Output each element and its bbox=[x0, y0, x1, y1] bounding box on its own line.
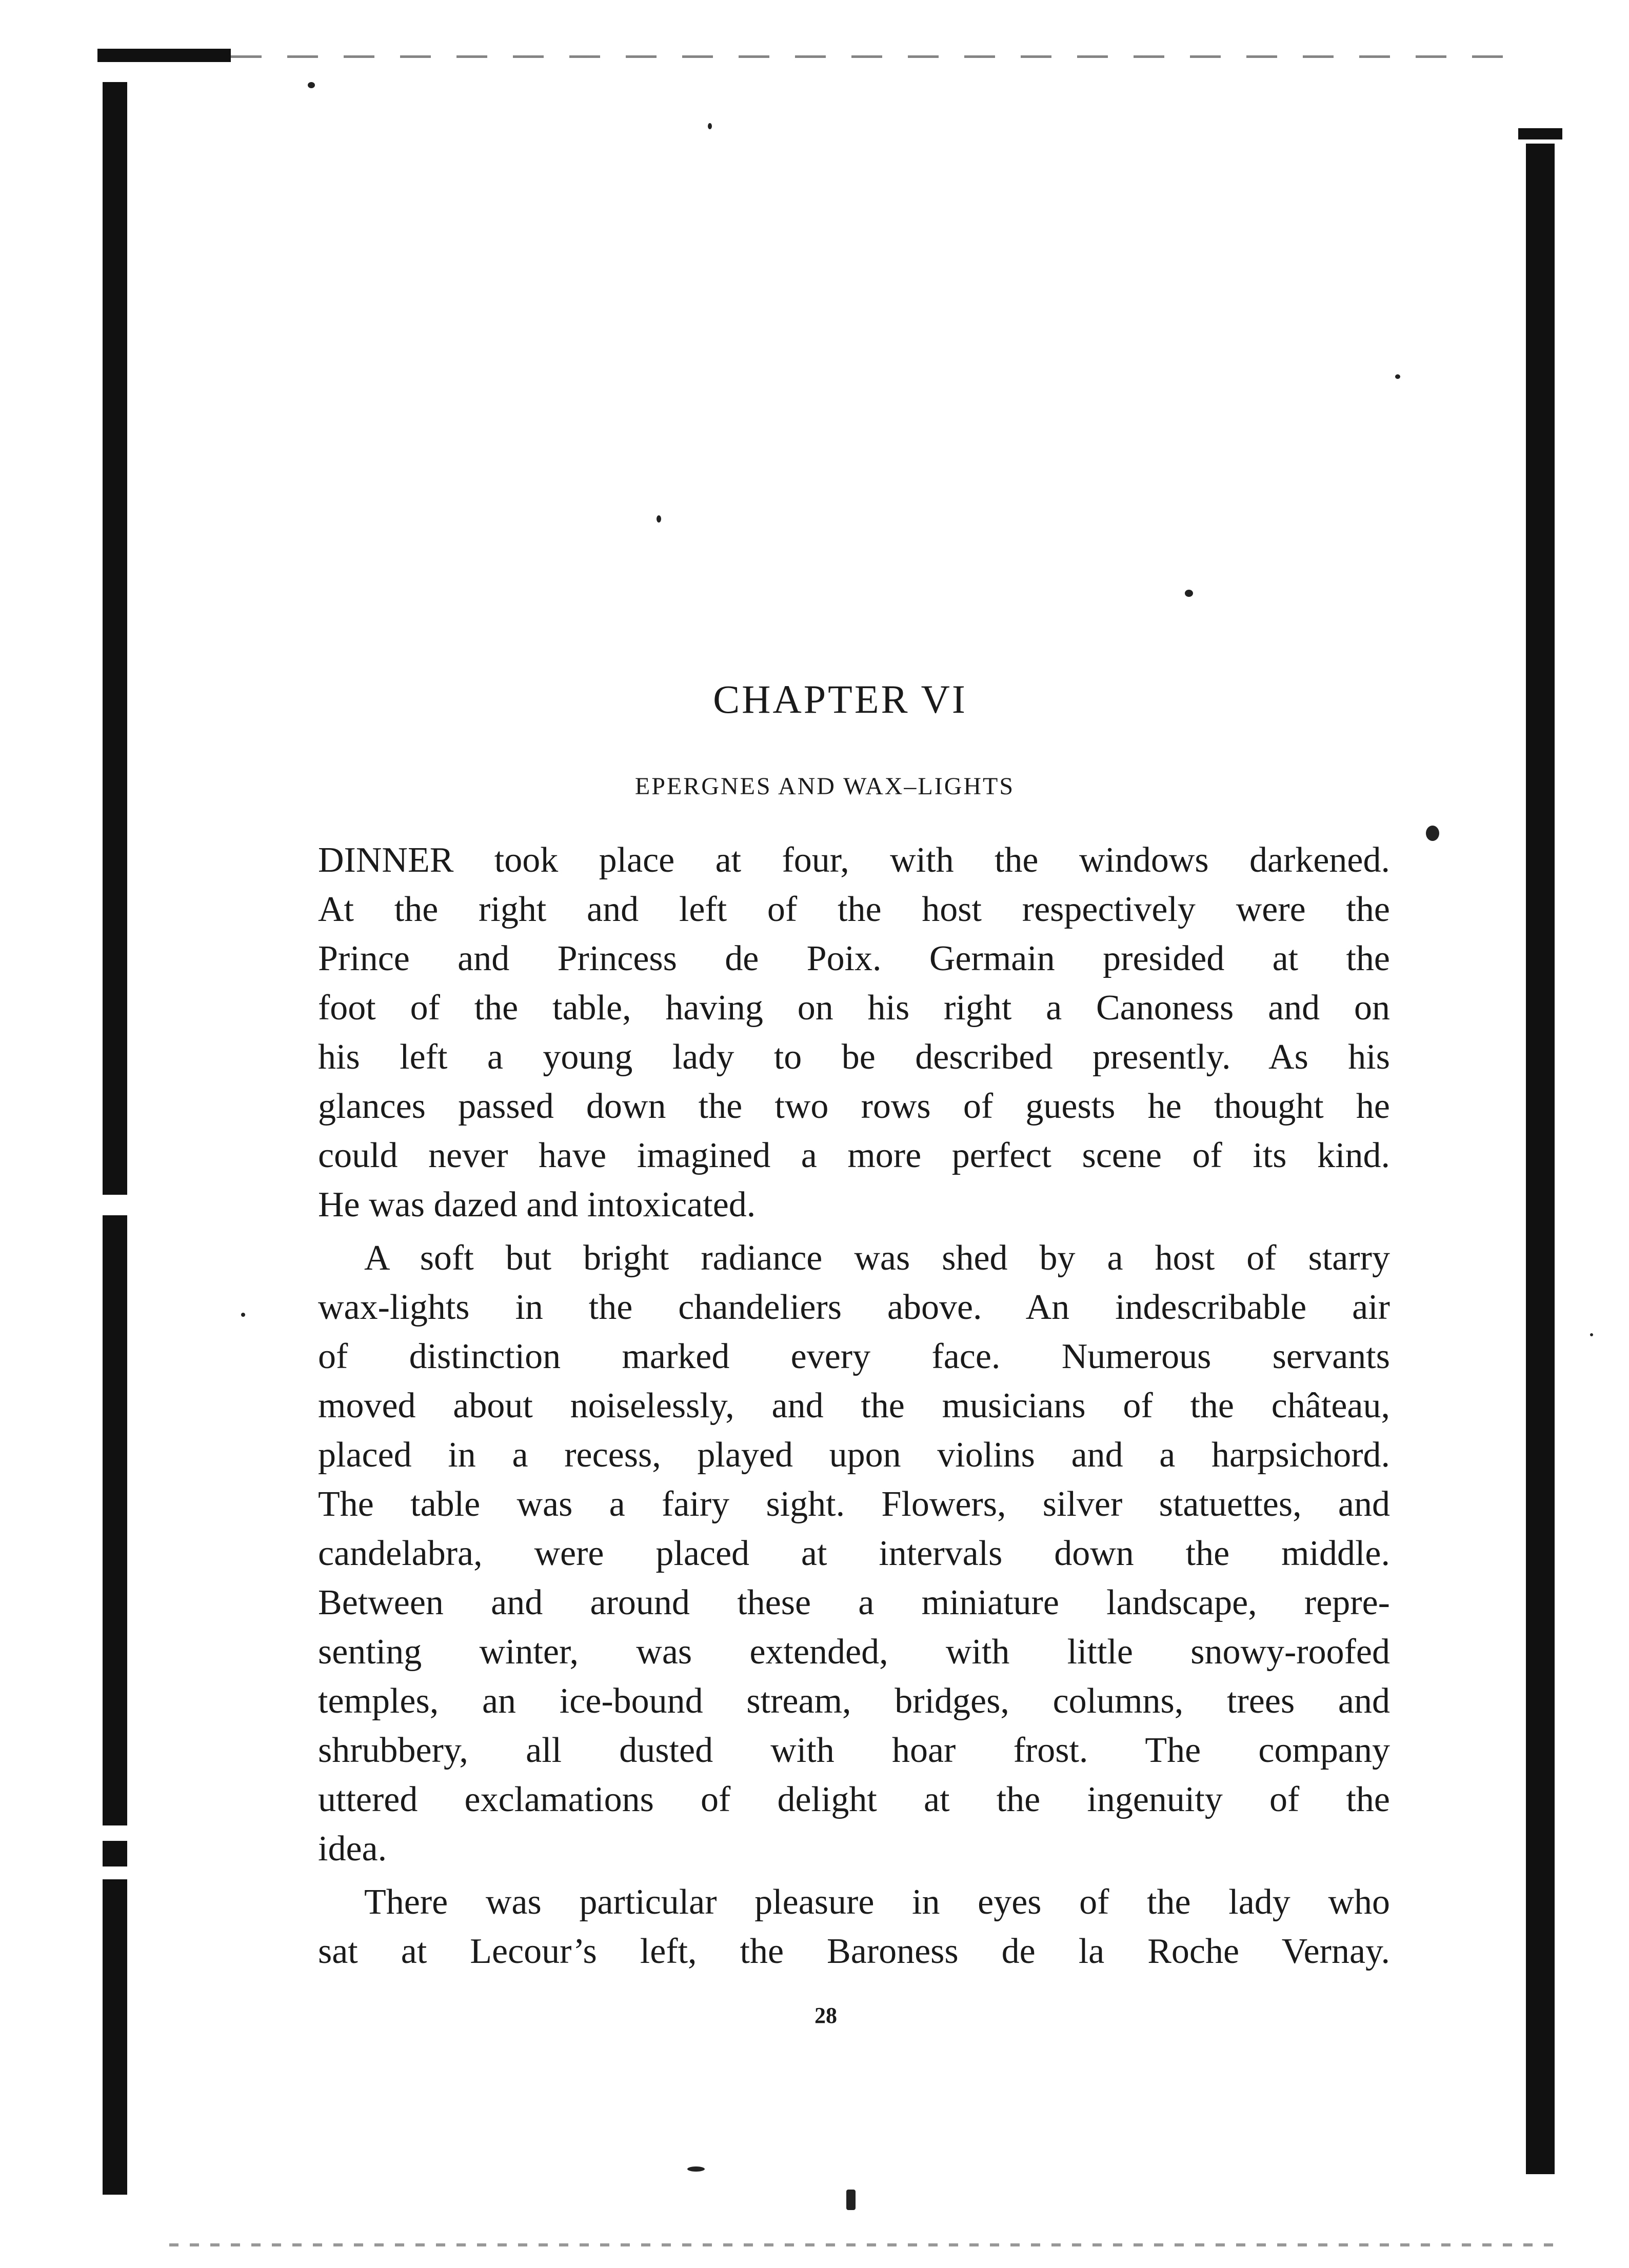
scan-edge-left-gap bbox=[103, 1866, 127, 1879]
text-line: his left a young lady to be described presently. As his bbox=[318, 1037, 1390, 1077]
dust-speck bbox=[1590, 1333, 1593, 1336]
text-line: He was dazed and intoxicated. bbox=[318, 1185, 756, 1225]
text-line: senting winter, was extended, with little snowy-roofed bbox=[318, 1632, 1390, 1672]
text-line: sat at Lecour’s left, the Baroness de la Roche Vernay. bbox=[318, 1932, 1390, 1971]
text-line: idea. bbox=[318, 1829, 387, 1869]
dust-speck bbox=[846, 2190, 856, 2210]
scan-edge-left-gap bbox=[103, 1825, 127, 1841]
scan-edge-right-cap bbox=[1518, 128, 1562, 139]
text-line: There was particular pleasure in eyes of the lady who bbox=[364, 1882, 1390, 1922]
dust-speck bbox=[1185, 590, 1193, 597]
text-line: of distinction marked every face. Numerous servants bbox=[318, 1337, 1390, 1376]
scan-edge-right bbox=[1526, 144, 1555, 2174]
text-line: The table was a fairy sight. Flowers, silver statuettes, and bbox=[318, 1484, 1390, 1524]
dust-speck bbox=[1426, 826, 1439, 841]
dust-speck bbox=[657, 515, 661, 523]
body-text bbox=[318, 836, 1390, 1976]
dust-speck bbox=[241, 1313, 245, 1317]
scan-edge-left-gap bbox=[103, 1195, 127, 1215]
text-line: candelabra, were placed at intervals down the middle. bbox=[318, 1534, 1390, 1573]
page-number: 28 bbox=[815, 2003, 837, 2028]
paragraph bbox=[318, 1234, 1390, 1874]
text-line: A soft but bright radiance was shed by a host of starry bbox=[364, 1238, 1390, 1278]
text-line: glances passed down the two rows of guests he thought he bbox=[318, 1087, 1390, 1126]
dust-speck bbox=[308, 82, 315, 88]
paragraph bbox=[318, 1878, 1390, 1976]
text-line: wax-lights in the chandeliers above. An indescribable air bbox=[318, 1288, 1390, 1327]
text-line: placed in a recess, played upon violins and a harpsichord. bbox=[318, 1435, 1390, 1475]
chapter-subtitle: EPERGNES AND WAX–LIGHTS bbox=[634, 773, 1015, 800]
chapter-title: CHAPTER VI bbox=[713, 677, 967, 721]
text-line: Prince and Princess de Poix. Germain presided at the bbox=[318, 939, 1390, 978]
dust-speck bbox=[708, 123, 712, 129]
scan-edge-top bbox=[97, 49, 231, 62]
paragraph bbox=[318, 836, 1390, 1230]
text-line: uttered exclamations of delight at the ingenuity of the bbox=[318, 1780, 1390, 1819]
text-line: At the right and left of the host respectively were the bbox=[318, 890, 1390, 929]
scan-edge-top-dashes bbox=[231, 55, 1513, 58]
scan-edge-bottom bbox=[169, 2243, 1554, 2246]
text-line: temples, an ice-bound stream, bridges, columns, trees and bbox=[318, 1681, 1390, 1721]
text-line: could never have imagined a more perfect scene of its kind. bbox=[318, 1136, 1390, 1175]
text-line: moved about noiselessly, and the musicians of the château, bbox=[318, 1386, 1390, 1426]
text-line: shrubbery, all dusted with hoar frost. The company bbox=[318, 1731, 1390, 1770]
dust-speck bbox=[1395, 374, 1400, 379]
text-line: Between and around these a miniature landscape, repre- bbox=[318, 1583, 1390, 1622]
text-line: foot of the table, having on his right a Canoness and on bbox=[318, 988, 1390, 1028]
text-line: DINNER took place at four, with the windows darkened. bbox=[318, 840, 1390, 880]
dust-speck bbox=[687, 2166, 705, 2172]
